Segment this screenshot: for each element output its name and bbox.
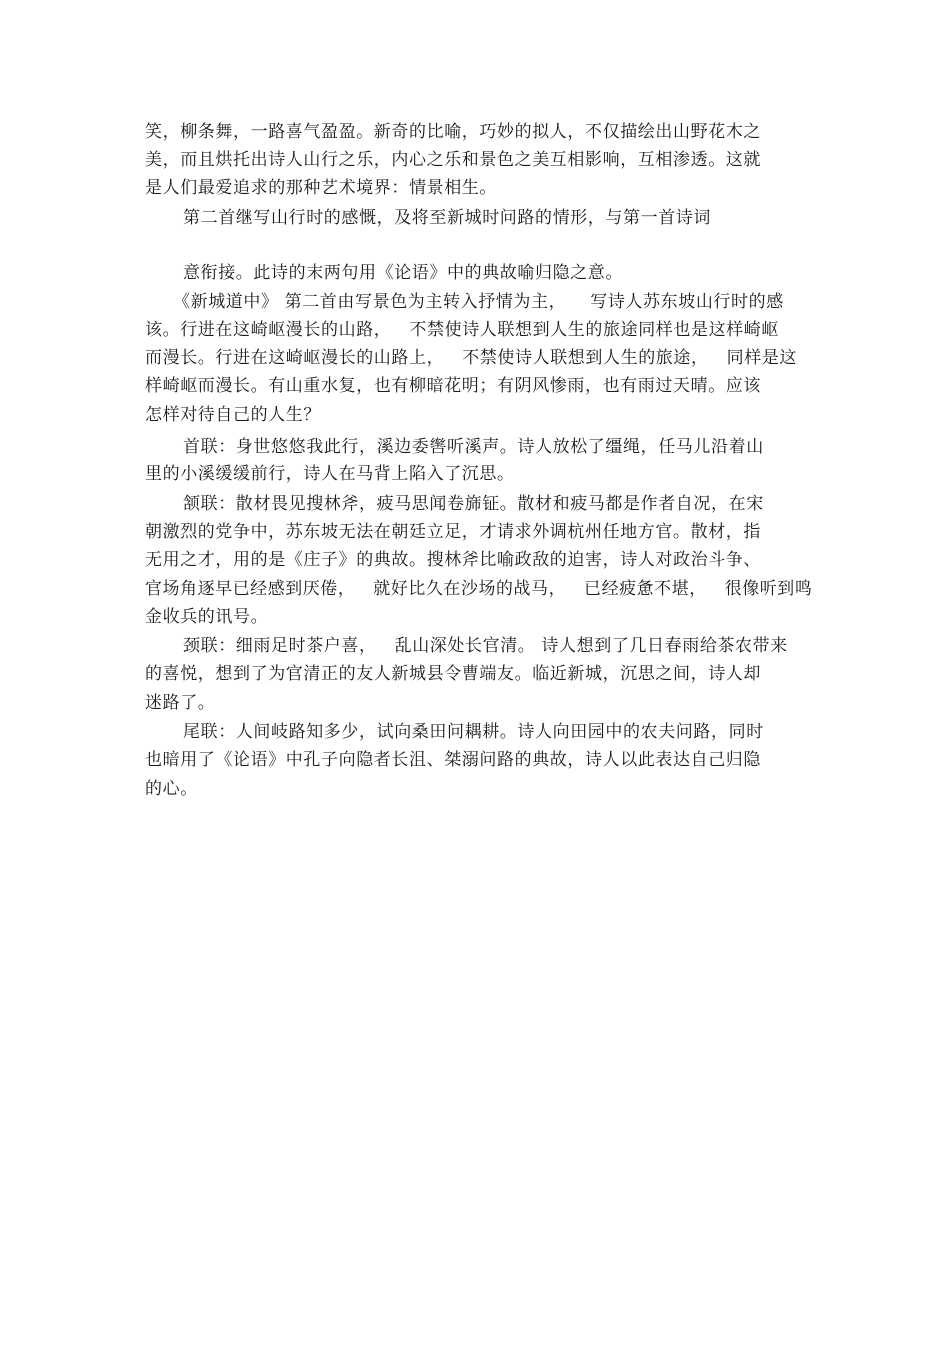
text-line: 也暗用了《论语》中孔子向隐者长沮、桀溺问路的典故，诗人以此表达自己归隐 <box>145 750 761 770</box>
text-line: 颈联：细雨足时茶户喜， 乱山深处长官清。 诗人想到了几日春雨给茶农带来 <box>183 636 788 656</box>
text-line: 怎样对待自己的人生？ <box>145 405 321 425</box>
text-line: 金收兵的讯号。 <box>145 607 269 627</box>
text-line: 里的小溪缓缓前行，诗人在马背上陷入了沉思。 <box>145 464 515 484</box>
text-line: 样崎岖而漫长。有山重水复，也有柳暗花明；有阴风惨雨，也有雨过天晴。应该 <box>145 376 761 396</box>
text-line: 第二首继写山行时的感慨，及将至新城时问路的情形，与第一首诗词 <box>183 208 711 228</box>
text-line: 该。行进在这崎岖漫长的山路， 不禁使诗人联想到人生的旅途同样也是这样崎岖 <box>145 320 780 340</box>
text-line: 官场角逐早已经感到厌倦， 就好比久在沙场的战马， 已经疲惫不堪， 很像听到鸣 <box>145 579 813 599</box>
text-line: 首联：身世悠悠我此行，溪边委辔听溪声。诗人放松了缰绳，任马儿沿着山 <box>183 437 764 457</box>
text-line: 尾联：人间岐路知多少，试向桑田问耦耕。诗人向田园中的农夫问路，同时 <box>183 722 764 742</box>
text-line: 颔联：散材畏见搜林斧，疲马思闻卷旆钲。散材和疲马都是作者自况，在宋 <box>183 494 764 514</box>
text-line: 的心。 <box>145 779 198 799</box>
text-line: 意衔接。此诗的末两句用《论语》中的典故喻归隐之意。 <box>183 263 623 283</box>
text-line: 笑，柳条舞，一路喜气盈盈。新奇的比喻，巧妙的拟人，不仅描绘出山野花木之 <box>145 122 761 142</box>
text-line: 的喜悦，想到了为官清正的友人新城县令曹端友。临近新城，沉思之间，诗人却 <box>145 664 761 684</box>
text-line: 朝激烈的党争中，苏东坡无法在朝廷立足，才请求外调杭州任地方官。散材，指 <box>145 522 761 542</box>
text-line: 无用之才，用的是《庄子》的典故。搜林斧比喻政敌的迫害，诗人对政治斗争、 <box>145 550 761 570</box>
text-line: 而漫长。行进在这崎岖漫长的山路上， 不禁使诗人联想到人生的旅途， 同样是这 <box>145 348 798 368</box>
text-line: 迷路了。 <box>145 693 216 713</box>
text-line: 《新城道中》 第二首由写景色为主转入抒情为主， 写诗人苏东坡山行时的感 <box>173 292 784 312</box>
text-line: 是人们最爱追求的那种艺术境界：情景相生。 <box>145 178 497 198</box>
text-line: 美，而且烘托出诗人山行之乐，内心之乐和景色之美互相影响，互相渗透。这就 <box>145 150 761 170</box>
